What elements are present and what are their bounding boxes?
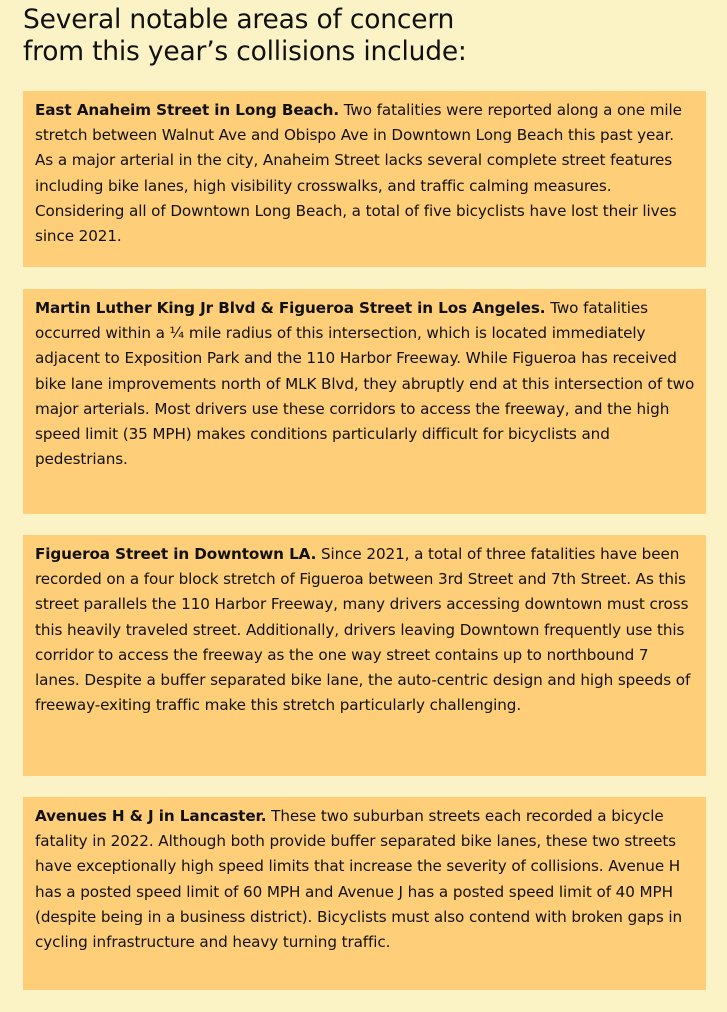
area-title: Figueroa Street in Downtown LA. [35,545,317,563]
area-title: East Anaheim Street in Long Beach. [35,101,339,119]
area-description: These two suburban streets each recorded a bicycle fatality in 2022. Although both provide buffer separated bike lanes, these two streets have exceptionally high speed limits that increase the severity of collisions. Avenue H has a posted speed limit of 60 MPH and Avenue J has a posted speed limit of 40 MPH (despite being in a business district). Bicyclists must also contend with broken gaps in cycling infrastructure and heavy turning traffic. [35,807,683,952]
area-of-concern-box [23,289,706,514]
area-description: Two fatalities occurred within a ¼ mile radius of this intersection, which is located immediately adjacent to Exposition Park and the 110 Harbor Freeway. While Figueroa has received bike lane improvements north of MLK Blvd, they abruptly end at this intersection of two major arterials. Most drivers use these corridors to access the freeway, and the high speed limit (35 MPH) makes conditions particularly difficult for bicyclists and pedestrians. [35,299,695,469]
area-title: Martin Luther King Jr Blvd & Figueroa Street in Los Angeles. [35,299,546,317]
area-of-concern-box [23,91,706,267]
area-description: Two fatalities were reported along a one mile stretch between Walnut Ave and Obispo Ave in Downtown Long Beach this past year. As a major arterial in the city, Anaheim Street lacks several complete street features including bike lanes, high visibility crosswalks, and traffic calming measures. Considering all of Downtown Long Beach, a total of five bicyclists have lost their lives since 2021. [35,101,682,246]
area-of-concern-box [23,797,706,990]
heading-line-1: Several notable areas of concern [23,4,455,35]
page-heading [23,4,713,68]
heading-line-2: from this year’s collisions include: [23,36,467,67]
area-title: Avenues H & J in Lancaster. [35,807,267,825]
area-of-concern-box [23,535,706,776]
area-description: Since 2021, a total of three fatalities have been recorded on a four block stretch of Figueroa between 3rd Street and 7th Street. As this street parallels the 110 Harbor Freeway, many drivers accessing downtown must cross this heavily traveled street. Additionally, drivers leaving Downtown frequently use this corridor to access the freeway as the one way street contains up to northbound 7 lanes. Despite a buffer separated bike lane, the auto-centric design and high speeds of freeway-exiting traffic make this stretch particularly challenging. [35,545,691,715]
